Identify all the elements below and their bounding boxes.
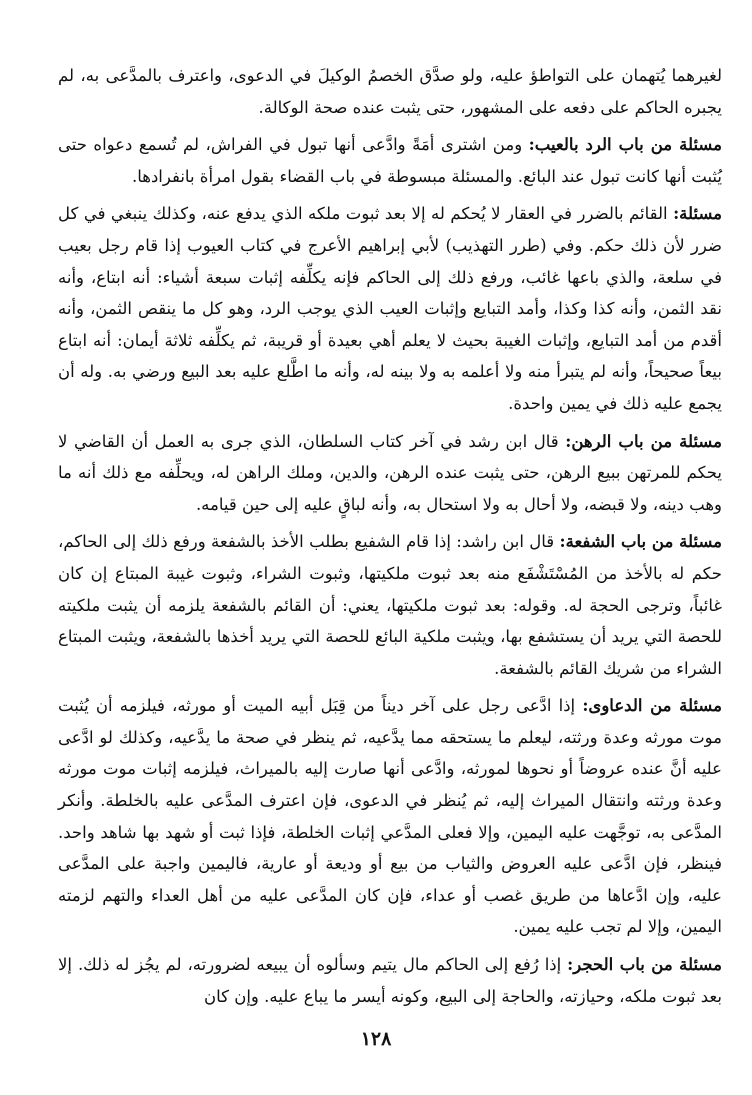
paragraph (58, 129, 722, 192)
paragraph-text: القائم بالضرر في العقار لا يُحكم له إلا بعد ثبوت ملكه الذي يدفع عنه، وكذلك ينبغي في كل ضرر لأن ذلك حكم. وفي (طرر التهذيب) لأبي إبراهيم الأعرج في كتاب العيوب إذا قام رجل بعيب في سلعة، والذي باعها غائب، ورفع ذلك إلى الحاكم فإنه يكلِّفه إثبات سبعة أشياء: أنه ابتاع، وأنه نقد الثمن، وأنه كذا وكذا، وأمد التبايع وإثبات العيب الذي يوجب الرد، وهو كل ما ينقص الثمن، وأنه أقدم من أمد التبايع، وإثبات الغيبة بحيث لا يعلم أهي بعيدة أو قريبة، ثم يكلِّفه ثلاثة أيمان: أنه ابتاع بيعاً صحيحاً، وأنه لم يتبرأ منه ولا أعلمه به ولا بينه له، وأنه ما اطَّلع عليه بعد البيع ورضي به. وله أن يجمع عليه ذلك في يمين واحدة. (58, 204, 722, 413)
paragraph-heading: مسئلة من باب الرد بالعيب: (528, 135, 722, 155)
paragraph-heading: مسئلة من الدعاوى: (582, 696, 722, 716)
document-body (58, 60, 722, 1018)
paragraph-text: إذا رُفع إلى الحاكم مال يتيم وسألوه أن يبيعه لضرورته، لم يجُز له ذلك. إلا بعد ثبوت ملكه، وحيازته، والحاجة إلى البيع، وكونه أيسر ما يباع عليه. وإن كان (58, 955, 722, 1006)
page-number: ١٢٨ (360, 1028, 392, 1050)
paragraph (58, 60, 722, 123)
paragraph (58, 690, 722, 943)
paragraph-heading: مسئلة من باب الرهن: (565, 431, 722, 451)
paragraph (58, 949, 722, 1012)
paragraph-heading: مسئلة من باب الشفعة: (559, 532, 722, 552)
paragraph-text: قال ابن راشد: إذا قام الشفيع بطلب الأخذ بالشفعة ورفع ذلك إلى الحاكم، حكم له بالأخذ من المُسْتَشْفَع منه بعد ثبوت ملكيتها، وثبوت الشراء، وثبوت غيبة المبتاع إن كان غائباً، وترجى الحجة له. وقوله: بعد ثبوت ملكيتها، يعني: أن القائم بالشفعة يلزمه أن يثبت ملكيته للحصة التي يريد أن يستشفع بها، ويثبت ملكية البائع للحصة التي يريد أخذها بالشفعة، ويثبت المبتاع الشراء من شريك القائم بالشفعة. (58, 532, 722, 678)
paragraph-text: ومن اشترى أمَةً وادَّعى أنها تبول في الفراش، لم تُسمع دعواه حتى يُثبت أنها كانت تبول عند البائع. والمسئلة مبسوطة في باب القضاء بقول امرأة بانفرادها. (58, 135, 722, 186)
paragraph-text: لغيرهما يُتهمان على التواطؤ عليه، ولو صدَّق الخصمُ الوكيلَ في الدعوى، واعترف بالمدَّعى به، لم يجبره الحاكم على دفعه على المشهور، حتى يثبت عنده صحة الوكالة. (58, 66, 722, 117)
paragraph (58, 426, 722, 521)
paragraph (58, 526, 722, 684)
paragraph-heading: مسئلة: (673, 204, 722, 224)
paragraph-text: إذا ادَّعى رجل على آخر ديناً من قِبَل أبيه الميت أو مورثه، فيلزمه أن يُثبت موت مورثه وعدة ورثته، ليعلم ما يستحقه مما يدَّعيه، ثم ينظر في صحة ما يدَّعيه، وكذلك لو ادَّعى عليه أنَّ عنده عروضاً أو نحوها لمورثه، وادَّعى أنها صارت إليه بالميراث، فيلزمه إثبات موت مورثه وعدة ورثته وانتقال الميراث إليه، ثم يُنظر في الدعوى، فإن اعترف المدَّعى عليه بالخلطة. وأنكر المدَّعى به، توجَّهت عليه اليمين، وإلا فعلى المدَّعي إثبات الخلطة، فإذا ثبت أو شهد بها شاهد واحد. فينظر، فإن ادَّعى عليه العروض والثياب من بيع أو وديعة أو عارية، فاليمين واجبة على المدَّعى عليه، وإن ادَّعاها من طريق غصب أو عداء، فإن كان المدَّعى عليه من أهل العداء والتهم لزمته اليمين، وإلا لم تجب عليه يمين. (58, 696, 722, 937)
paragraph-heading: مسئلة من باب الحجر: (567, 955, 722, 975)
paragraph-text: قال ابن رشد في آخر كتاب السلطان، الذي جرى به العمل أن القاضي لا يحكم للمرتهن ببيع الرهن، حتى يثبت عنده الرهن، والدين، وملك الراهن له، ويحلِّفه مع ذلك أنه ما وهب دينه، ولا قبضه، ولا أحال به ولا استحال به، وأنه لباقٍ عليه إلى حين قيامه. (58, 431, 722, 514)
paragraph (58, 198, 722, 419)
